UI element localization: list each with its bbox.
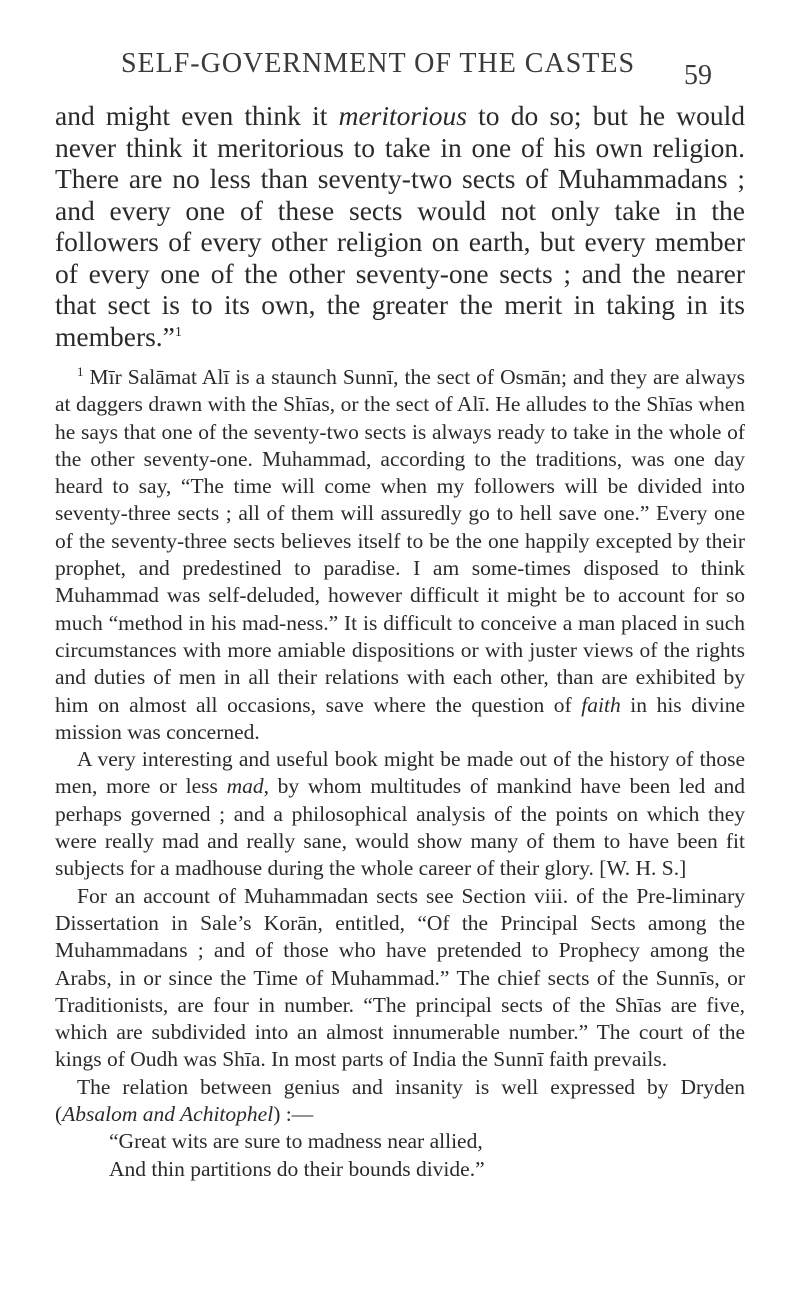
footnote-paragraph-2: A very interesting and useful book might be made out of the history of those men, more or less mad, by whom multitudes of mankind have been led and perhaps governed ; and a philosophical analysis of the points on which they were really mad and really sane, would show many of them to have been fit subjects for a madhouse during the whole career of their glory. [W. H. S.]	[55, 747, 745, 881]
verse-line-1: “Great wits are sure to madness near allied,	[109, 1129, 483, 1154]
emphasis-mad: mad	[226, 774, 264, 799]
main-text	[55, 100, 745, 352]
footnote-paragraph-4: The relation between genius and insanity is well expressed by Dryden (Absalom and Achitophel) :—	[55, 1074, 745, 1127]
footnote-paragraph-1: $^1$ Mīr Salāmat Alī is a staunch Sunnī, the sect of Osmān; and they are always at daggers drawn with the Shīas, or the sect of Alī. He alludes to the Shīas when he says that one of the seventy-two sects is always ready to take in the whole of the other seventy-one. Muhammad, according to the traditions, was one day heard to say, “The time will come when my followers will be divided into seventy-three sects ; all of them will assuredly go to hell save one.” Every one of the seventy-three sects believes itself to be the one happily excepted by their prophet, and predestined to paradise. I am some-times disposed to think Muhammad was self-deluded, however difficult it might be to account for so much “method in his mad-ness.” It is difficult to conceive a man placed in such circumstances with more amiable dispositions or with juster views of the rights and duties of men in all their relations with each other, than are exhibited by him on almost all occasions, save where the question of faith in his divine mission was concerned.	[55, 363, 746, 744]
footnote-paragraph-3: For an account of Muhammadan sects see Section viii. of the Pre-liminary Dissertation in Sale’s Korān, entitled, “Of the Principal Sects among the Muhammadans ; and of those who have pretended to Prophecy among the Arabs, in or since the Time of Muhammad.” The chief sects of the Sunnīs, or Traditionists, are four in number. “The principal sects of the Shīas are five, which are subdivided into an almost innumerable number.” The court of the kings of Oudh was Shīa. In most parts of India the Sunnī faith prevails.	[55, 883, 745, 1072]
emphasis-faith: faith	[581, 692, 621, 717]
footnote-marker: 1	[77, 363, 84, 379]
footnote-reference: 1	[174, 324, 182, 340]
emphasis-book-title: Absalom and Achitophel	[62, 1102, 274, 1127]
page-number: 59	[684, 60, 712, 91]
verse-line-2: And thin partitions do their bounds divide.”	[109, 1156, 485, 1181]
footnotes	[55, 364, 745, 1183]
main-paragraph: and might even think it meritorious to do so; but he would never think it meritorious to take in one of his own religion. There are no less than seventy-two sects of Muhammadans ; and every one of these sects would not only take in the followers of every other religion on earth, but every member of every one of the other seventy-one sects ; and the nearer that sect is to its own, the greater the merit in taking in its members.”$^1$	[55, 100, 745, 352]
running-title: SELF-GOVERNMENT OF THE CASTES	[120, 48, 636, 79]
emphasis-meritorious: meritorious	[338, 100, 467, 131]
